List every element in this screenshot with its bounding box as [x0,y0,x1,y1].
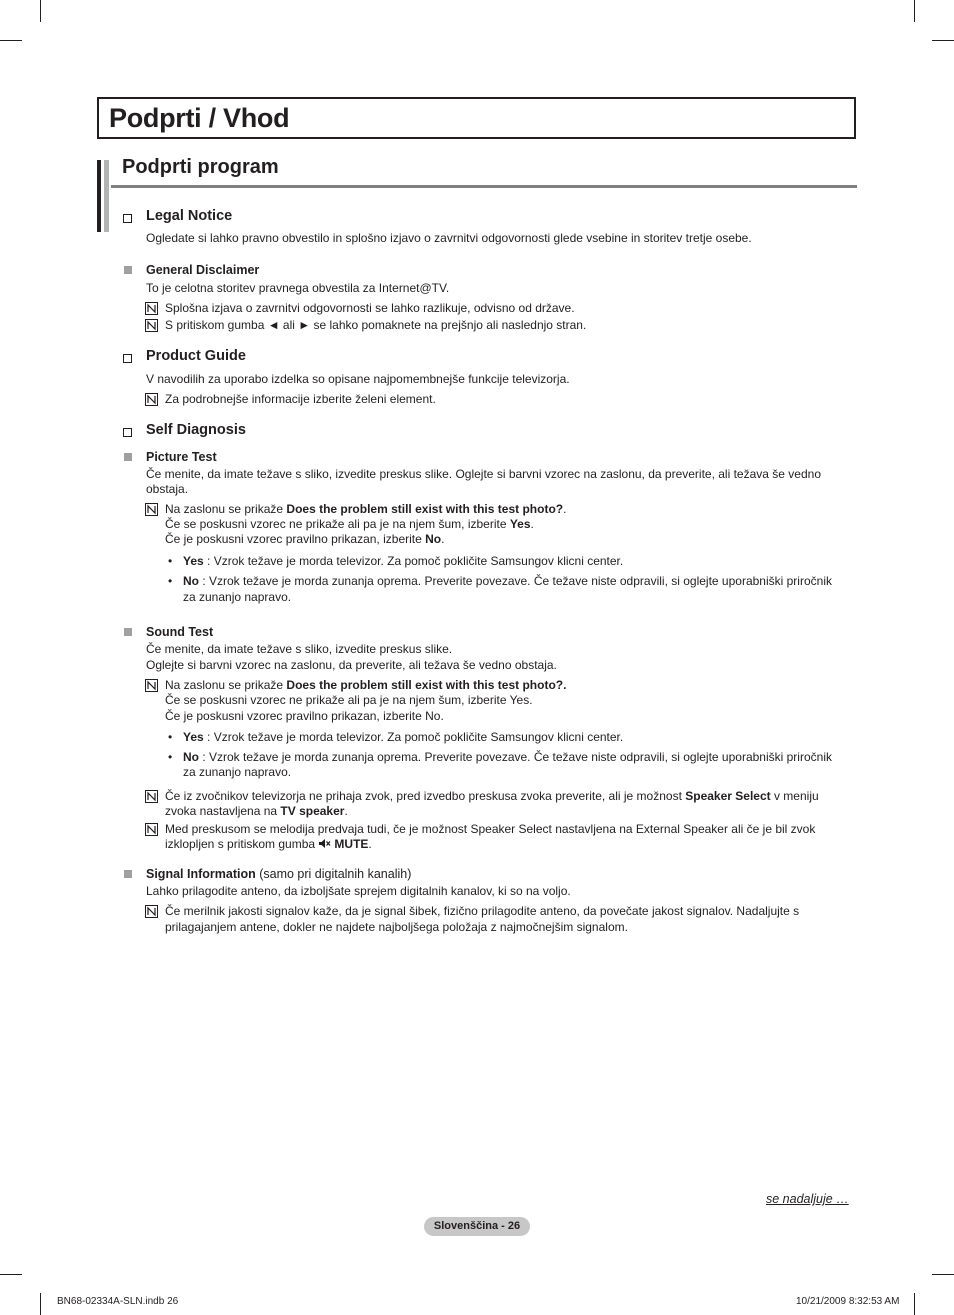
bullet-dot: • [168,554,173,568]
picture-test-no-item-line-2: za zunanjo napravo. [183,590,292,604]
sound-test-yes-item: Yes : Vzrok težave je morda televizor. Za pomoč pokličite Samsungov klicni center. [183,730,624,744]
sound-test-no-item: No : Vzrok težave je morda zunanja oprema. Preverite povezave. Če težave niste odpravili, si oglejte uporabniški priročnik [183,750,832,764]
note-icon [145,679,158,692]
note-icon [145,790,158,803]
section-bar [97,160,101,232]
note-icon [145,823,158,836]
footer-file-name: BN68-02334A-SLN.indb 26 [57,1296,179,1307]
picture-test-note-line-3: Če je poskusni vzorec pravilno prikazan, izberite No. [165,532,445,546]
sound-test-no-item-line-2: za zunanjo napravo. [183,765,292,779]
checkbox-bullet-icon [123,428,132,437]
bullet-dot: • [168,730,173,744]
picture-test-text-1: Če menite, da imate težave s sliko, izvedite preskus slike. Oglejte si barvni vzorec na zaslonu, da preverite, ali težava še vedno [146,467,821,481]
note-icon [145,319,158,332]
legal-notice-text: Ogledate si lahko pravno obvestilo in splošno izjavo o zavrnitvi odgovornosti glede vsebine in storitev tretje osebe. [146,231,752,245]
crop-mark [932,40,954,41]
signal-information-heading: Signal Information (samo pri digitalnih kanalih) [146,867,412,881]
crop-mark [914,1293,915,1315]
crop-mark [932,1274,954,1275]
sound-test-heading: Sound Test [146,625,214,639]
product-guide-heading: Product Guide [146,348,246,364]
note-icon [145,302,158,315]
square-bullet-icon [124,628,132,636]
signal-information-note: Če merilnik jakosti signalov kaže, da je signal šibek, fizično prilagodite anteno, da povečate jakost signalov. Nadaljujte s [165,904,800,918]
section-bar-shade [104,160,109,232]
continued-label: se nadaljuje … [766,1192,849,1206]
square-bullet-icon [124,266,132,274]
sound-test-note-line-3: Če je poskusni vzorec pravilno prikazan, izberite No. [165,709,444,723]
sound-test-text-2: Oglejte si barvni vzorec na zaslonu, da preverite, ali težava še vedno obstaja. [146,658,557,672]
note-icon [145,905,158,918]
page-title-box [97,97,856,139]
note-icon [145,503,158,516]
bullet-dot: • [168,750,173,764]
general-disclaimer-heading: General Disclaimer [146,263,260,277]
square-bullet-icon [124,453,132,461]
sound-test-text-1: Če menite, da imate težave s sliko, izvedite preskus slike. [146,642,453,656]
self-diagnosis-heading: Self Diagnosis [146,422,246,438]
section-rule [111,185,857,188]
signal-information-note-line-2: prilagajanjem antene, dokler ne najdete najboljšega položaja z najmočnejšim signalom. [165,920,628,934]
sound-test-melody-note: Med preskusom se melodija predvaja tudi, če je možnost Speaker Select nastavljena na External Speaker ali če je bil zvok [165,822,816,836]
bullet-dot: • [168,574,173,588]
product-guide-note: Za podrobnejše informacije izberite želeni element. [165,392,436,406]
footer-timestamp: 10/21/2009 8:32:53 AM [796,1296,900,1307]
crop-mark [0,40,22,41]
crop-mark [0,1274,22,1275]
crop-mark [40,1293,41,1315]
sound-test-speaker-note-line-2: zvoka nastavljena na TV speaker. [165,804,348,818]
picture-test-text-2: obstaja. [146,482,189,496]
sound-test-speaker-note: Če iz zvočnikov televizorja ne prihaja zvok, pred izvedbo preskusa zvoka preverite, ali je možnost Speaker Select v meniju [165,789,819,803]
disclaimer-note-1: Splošna izjava o zavrnitvi odgovornosti se lahko razlikuje, odvisno od države. [165,301,575,315]
signal-information-text: Lahko prilagodite anteno, da izboljšate sprejem digitalnih kanalov, ki so na voljo. [146,884,571,898]
page-title: Podprti / Vhod [109,103,290,133]
sound-test-melody-note-line-2: izklopljen s pritiskom gumba MUTE. [165,837,372,851]
disclaimer-note-2: S pritiskom gumba ◄ ali ► se lahko pomaknete na prejšnjo ali naslednjo stran. [165,318,587,332]
crop-mark [914,0,915,22]
picture-test-yes-item: Yes : Vzrok težave je morda televizor. Za pomoč pokličite Samsungov klicni center. [183,554,624,568]
section-title: Podprti program [122,156,279,178]
note-icon [145,393,158,406]
product-guide-text: V navodilih za uporabo izdelka so opisane najpomembnejše funkcije televizorja. [146,372,570,386]
sound-test-note-line-2: Če se poskusni vzorec ne prikaže ali pa je na njem šum, izberite Yes. [165,693,533,707]
checkbox-bullet-icon [123,354,132,363]
general-disclaimer-text: To je celotna storitev pravnega obvestila za Internet@TV. [146,281,450,295]
picture-test-note: Na zaslonu se prikaže Does the problem still exist with this test photo?. [165,502,567,516]
page-number-badge: Slovenščina - 26 [424,1217,530,1236]
sound-test-note: Na zaslonu se prikaže Does the problem still exist with this test photo?. [165,678,567,692]
square-bullet-icon [124,870,132,878]
mute-icon [318,838,331,849]
legal-notice-heading: Legal Notice [146,208,233,224]
checkbox-bullet-icon [123,214,132,223]
crop-mark [40,0,41,22]
picture-test-no-item: No : Vzrok težave je morda zunanja oprema. Preverite povezave. Če težave niste odpravili, si oglejte uporabniški priročnik [183,574,832,588]
picture-test-heading: Picture Test [146,450,217,464]
picture-test-note-line-2: Če se poskusni vzorec ne prikaže ali pa je na njem šum, izberite Yes. [165,517,534,531]
